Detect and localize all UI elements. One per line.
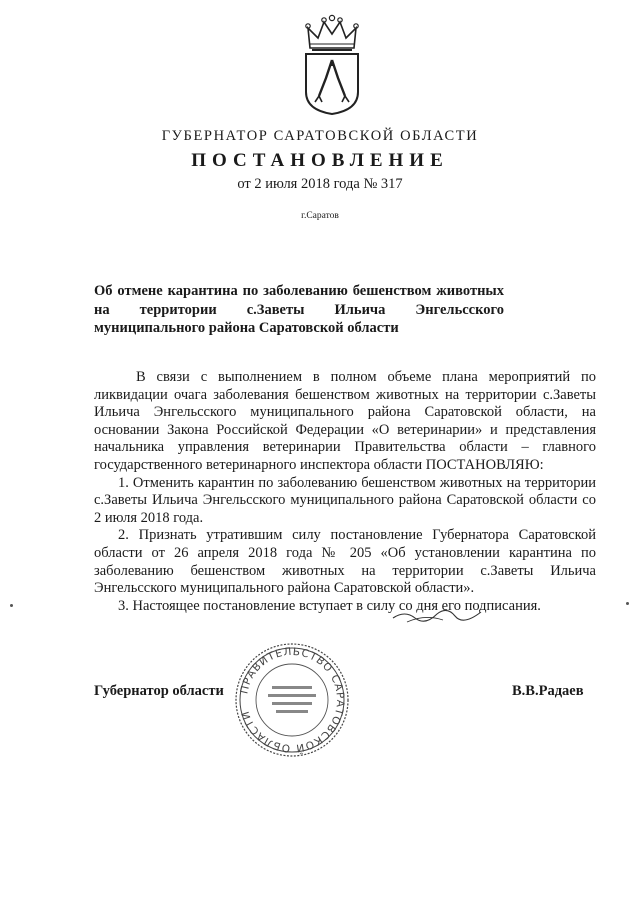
document-body (94, 369, 596, 615)
signatory-name: В.В.Радаев (512, 683, 584, 699)
decree-item-2: 2. Признать утратившим силу постановление Губернатора Саратовской области от 26 апреля 2018 года № 205 «Об установлении карантина по заболеванию бешенством животных на территории с.Заветы Ильича Энгельсского муниципального района Саратовской области». (94, 527, 596, 597)
decree-item-1: 1. Отменить карантин по заболеванию бешенством животных на территории с.Заветы Ильича Энгельсского муниципального района Саратовской области со 2 июля 2018 года. (94, 474, 596, 526)
saratov-coat-of-arms-icon (302, 14, 362, 116)
official-seal-icon (232, 640, 352, 760)
document-date-number: от 2 июля 2018 года № 317 (237, 176, 403, 192)
handwritten-signature (385, 588, 515, 628)
svg-text:ПРАВИТЕЛЬСТВО САРАТОВСКОЙ ОБЛА (238, 646, 346, 755)
document-place: г.Саратов (301, 211, 339, 221)
preamble-paragraph: В связи с выполнением в полном объеме плана мероприятий по ликвидации очага заболевания бешенством животных на территории с.Заветы Ильича Энгельсского муниципального района Саратовской области, на основании Закона Российской Федерации «О ветеринарии» и представления начальника управления ветеринарии Правительства области – главного государственного ветеринарного инспектора области ПОСТАНОВЛЯЮ: (94, 369, 596, 473)
scan-speck (10, 604, 13, 607)
document-subject: Об отмене карантина по заболеванию бешенством животных на территории с.Заветы Ильича Энгельсского муниципального района Саратовской области (94, 283, 504, 336)
issuer-heading: ГУБЕРНАТОР САРАТОВСКОЙ ОБЛАСТИ (161, 128, 479, 144)
document-type-title: ПОСТАНОВЛЕНИЕ (191, 150, 449, 171)
signatory-title: Губернатор области (94, 683, 224, 699)
scan-speck (626, 602, 629, 605)
decree-item-3: 3. Настоящее постановление вступает в силу со дня его подписания. (118, 597, 541, 614)
seal-ring-text: ПРАВИТЕЛЬСТВО САРАТОВСКОЙ ОБЛАСТИ (238, 645, 347, 755)
